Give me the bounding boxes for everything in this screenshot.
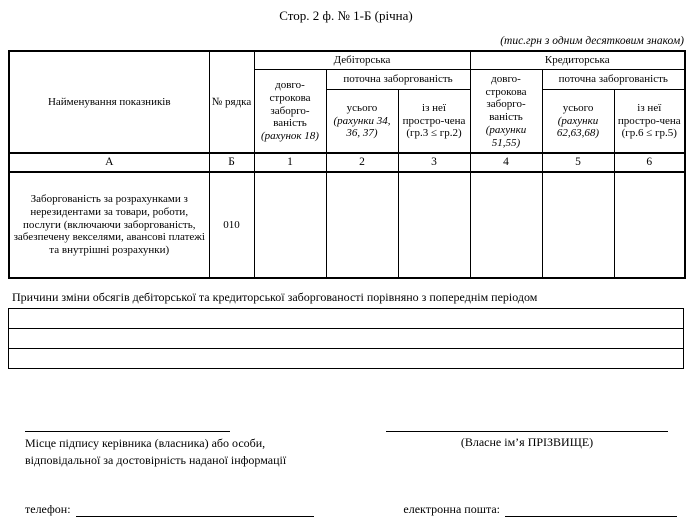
- row-code-header-cell: № рядка: [209, 51, 254, 153]
- signature-left-label: Місце підпису керівника (власника) або особи, відповідальної за достовірність наданої інформації: [25, 436, 287, 468]
- contact-row: [0, 502, 692, 517]
- table-row: [9, 329, 684, 349]
- column-code-4: 4: [470, 153, 542, 172]
- email-input-line[interactable]: [505, 503, 677, 517]
- row-010-value-col2[interactable]: [326, 172, 398, 278]
- row-010-code: 010: [209, 172, 254, 278]
- creditor-total-label: усього: [562, 101, 594, 114]
- creditor-overdue-note: (гр.6 ≤ гр.5): [621, 127, 677, 140]
- phone-label: телефон:: [25, 501, 71, 516]
- signature-right-label: (Власне ім’я ПРІЗВИЩЕ): [460, 435, 594, 449]
- debtor-overdue-label: із неї простро-чена: [402, 101, 466, 127]
- phone-field: [25, 502, 314, 517]
- creditor-total-header: [542, 90, 614, 154]
- column-code-B: Б: [209, 153, 254, 172]
- email-label: електронна пошта:: [403, 501, 500, 516]
- reasons-label: Причини зміни обсягів дебіторської та кредиторської заборгованості порівняно з попереднім періодом: [12, 290, 538, 304]
- column-code-6: 6: [614, 153, 685, 172]
- table-row: [9, 349, 684, 369]
- row-010-value-col4[interactable]: [470, 172, 542, 278]
- signature-left-block: [25, 421, 325, 470]
- debtor-total-note: (рахунки 34, 36, 37): [333, 114, 391, 140]
- email-field: [403, 502, 677, 517]
- signature-right-block: [386, 421, 668, 451]
- column-code-1: 1: [254, 153, 326, 172]
- reason-row-input-2[interactable]: [9, 329, 684, 349]
- table-row: [9, 309, 684, 329]
- row-010-value-col3[interactable]: [398, 172, 470, 278]
- debt-table: [8, 50, 686, 279]
- creditor-total-note: (рахунки 62,63,68): [556, 114, 600, 140]
- row-010-value-col1[interactable]: [254, 172, 326, 278]
- debtor-current-header: поточна заборгованість: [326, 70, 470, 90]
- creditor-longterm-header: [470, 70, 542, 154]
- debtor-longterm-note: (рахунок 18): [261, 130, 319, 143]
- signature-section: [0, 421, 692, 470]
- debtor-overdue-header: [398, 90, 470, 154]
- reason-row-input-3[interactable]: [9, 349, 684, 369]
- table-row: [9, 172, 685, 278]
- creditor-overdue-label: із неї простро-чена: [617, 101, 681, 127]
- group-header-row: [9, 51, 685, 70]
- units-note: (тис.грн з одним десятковим знаком): [500, 35, 684, 47]
- creditor-longterm-note: (рахунки 51,55): [485, 123, 527, 149]
- creditor-current-header: поточна заборгованість: [542, 70, 685, 90]
- row-010-value-col5[interactable]: [542, 172, 614, 278]
- creditor-overdue-header: [614, 90, 685, 154]
- debtor-longterm-label: довго-строкова заборго-ваність: [269, 79, 311, 130]
- column-code-3: 3: [398, 153, 470, 172]
- row-010-indicator: Заборгованість за розрахунками з нерезидентами за товари, роботи, послуги (включаючи заборгованість, забезпечену векселями, авансові платежі та внутрішні розрахунки): [9, 172, 209, 278]
- name-line[interactable]: [386, 421, 668, 432]
- indicator-header-cell: Найменування показників: [9, 51, 209, 153]
- page-title: Стор. 2 ф. № 1-Б (річна): [279, 8, 413, 23]
- debtor-longterm-header: [254, 70, 326, 154]
- column-code-2: 2: [326, 153, 398, 172]
- creditor-group-header: Кредиторська: [470, 51, 685, 70]
- reasons-table: [8, 308, 684, 369]
- debtor-overdue-note: (гр.3 ≤ гр.2): [406, 127, 462, 140]
- debtor-group-header: Дебіторська: [254, 51, 470, 70]
- row-010-value-col6[interactable]: [614, 172, 685, 278]
- column-code-5: 5: [542, 153, 614, 172]
- debtor-total-label: усього: [346, 101, 378, 114]
- column-code-A: А: [9, 153, 209, 172]
- signature-line[interactable]: [25, 421, 230, 432]
- reason-row-input-1[interactable]: [9, 309, 684, 329]
- column-code-row: [9, 153, 685, 172]
- debtor-total-header: [326, 90, 398, 154]
- phone-input-line[interactable]: [76, 503, 314, 517]
- creditor-longterm-label: довго-строкова заборго-ваність: [485, 72, 527, 123]
